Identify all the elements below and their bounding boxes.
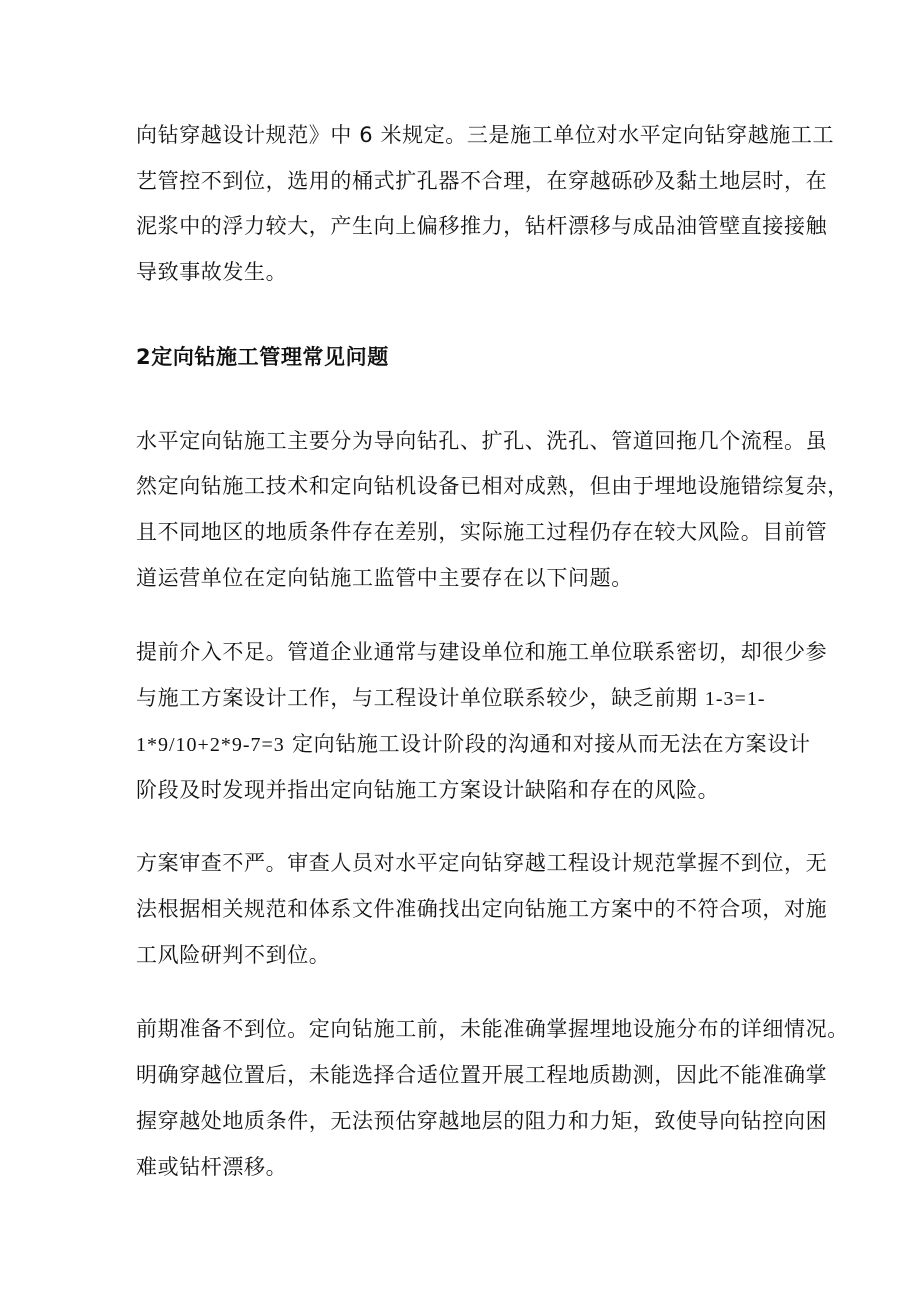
paragraph-line: 然定向钻施工技术和定向钻机设备已相对成熟，但由于埋地设施错综复杂， [136, 474, 849, 498]
paragraph-line: 工风险研判不到位。 [136, 943, 331, 967]
paragraph-line: 水平定向钻施工主要分为导向钻孔、扩孔、洗孔、管道回拖几个流程。虽 [136, 429, 828, 453]
paragraph-text: 定向钻施工设计阶段的沟通和对接从而无法在方案设计 [284, 732, 811, 756]
paragraph-line: 道运营单位在定向钻施工监管中主要存在以下问题。 [136, 566, 633, 590]
paragraph-line: 前期准备不到位。定向钻施工前，未能准确掌握埋地设施分布的详细情况。 [136, 1017, 849, 1041]
section-heading [136, 343, 389, 371]
paragraph-line: 难或钻杆漂移。 [136, 1155, 288, 1179]
paragraph-line [136, 730, 810, 759]
formula-text: 1-3=1- [704, 688, 766, 710]
paragraph-text: 与施工方案设计工作，与工程设计单位联系较少，缺乏前期 [136, 686, 705, 710]
section-number: 2 [136, 345, 152, 369]
paragraph-line: 导致事故发生。 [136, 260, 288, 284]
paragraph-line: 明确穿越位置后，未能选择合适位置开展工程地质勘测，因此不能准确掌 [136, 1063, 828, 1087]
paragraph-line: 阶段及时发现并指出定向钻施工方案设计缺陷和存在的风险。 [136, 778, 720, 802]
paragraph-line: 握穿越处地质条件，无法预估穿越地层的阻力和力矩，致使导向钻控向困 [136, 1109, 828, 1133]
paragraph-line: 泥浆中的浮力较大，产生向上偏移推力，钻杆漂移与成品油管壁直接接触 [136, 214, 828, 238]
paragraph-line: 且不同地区的地质条件存在差别，实际施工过程仍存在较大风险。目前管 [136, 520, 828, 544]
paragraph-line: 艺管控不到位，选用的桶式扩孔器不合理，在穿越砾砂及黏土地层时，在 [136, 169, 828, 193]
paragraph-line [136, 684, 765, 713]
formula-text: 1*9/10+2*9-7=3 [136, 734, 285, 756]
paragraph-line: 法根据相关规范和体系文件准确找出定向钻施工方案中的不符合项，对施 [136, 897, 828, 921]
section-title: 定向钻施工管理常见问题 [151, 345, 389, 369]
paragraph-line: 方案审查不严。审查人员对水平定向钻穿越工程设计规范掌握不到位，无 [136, 851, 828, 875]
paragraph-line: 向钻穿越设计规范》中 6 米规定。三是施工单位对水平定向钻穿越施工工 [136, 123, 835, 147]
paragraph-line: 提前介入不足。管道企业通常与建设单位和施工单位联系密切，却很少参 [136, 640, 828, 664]
